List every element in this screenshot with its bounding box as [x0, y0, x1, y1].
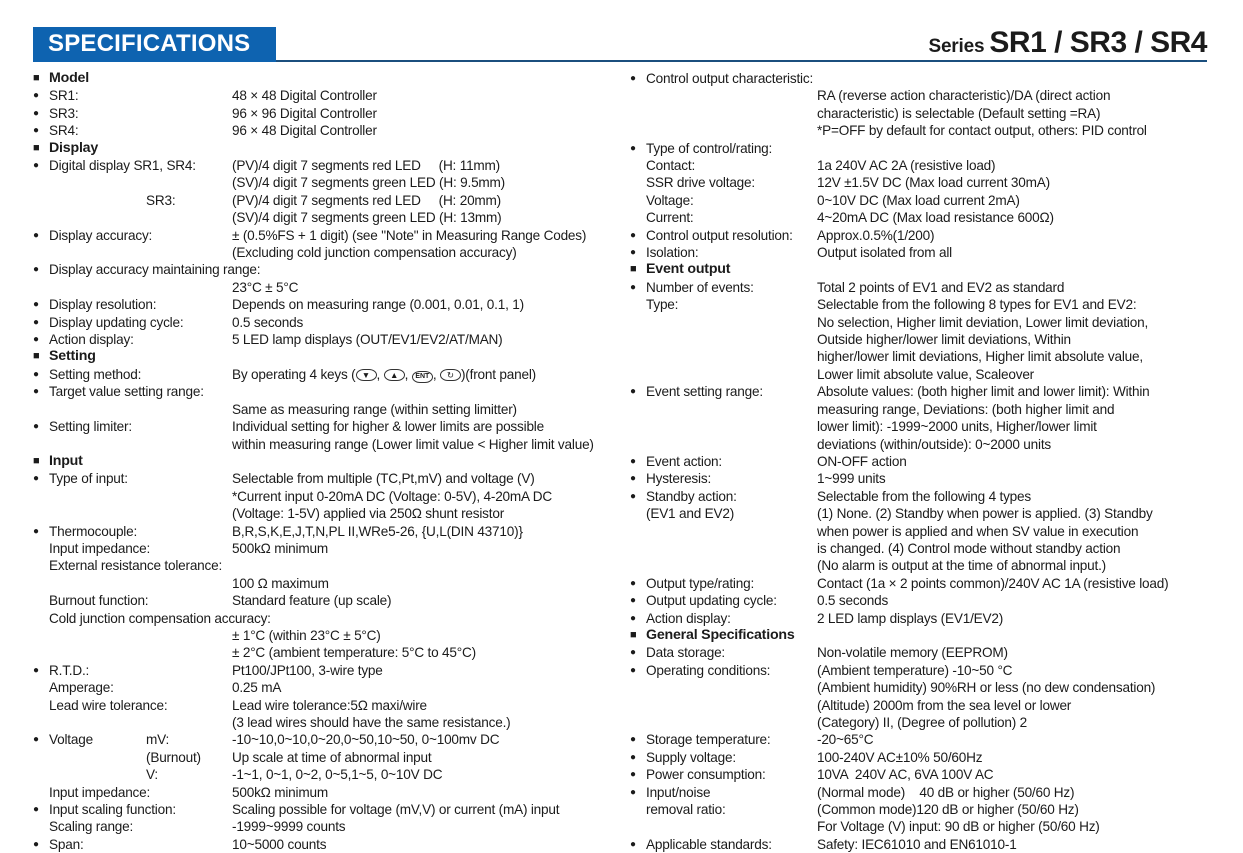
spec-label: Input/noise [646, 784, 711, 800]
spec-value: Output isolated from all [817, 245, 952, 261]
spec-value: Individual setting for higher & lower limits are possible within measuring range (Lower limit value < Higher limit value) [232, 419, 594, 452]
left-column [33, 70, 619, 853]
spec-label: Power consumption: [646, 767, 766, 783]
spec-value: 0.5 seconds [817, 593, 889, 609]
spec-row [33, 523, 619, 540]
spec-row [33, 662, 619, 679]
spec-row [33, 418, 619, 453]
spec-label: Input impedance: [49, 540, 151, 556]
item-bullet-icon: ● [33, 107, 39, 119]
spec-value: 12V ±1.5V DC (Max load current 30mA) [817, 175, 1050, 191]
spec-row [630, 70, 1243, 140]
spec-value: 96 × 48 Digital Controller [232, 123, 377, 139]
spec-value: 500kΩ minimum [232, 540, 328, 556]
spec-row [630, 209, 1243, 226]
item-bullet-icon: ● [630, 734, 636, 746]
spec-label: Applicable standards: [646, 836, 772, 852]
spec-value: (Ambient temperature) -10~50 °C (Ambient humidity) 90%RH or less (no dew condensation) (Altitude) 2000m from the sea level or lower (Category) II, (Degree of pollution) 2 [817, 662, 1156, 731]
spec-row [33, 157, 619, 192]
item-bullet-icon: ● [630, 838, 636, 850]
spec-value: 1~999 units [817, 471, 886, 487]
item-bullet-icon: ● [33, 316, 39, 328]
spec-row [630, 662, 1243, 732]
spec-label: Isolation: [646, 245, 699, 261]
spec-label: Control output resolution: [646, 227, 793, 243]
spec-value: 10VA 240V AC, 6VA 100V AC [817, 767, 994, 783]
spec-row [33, 801, 619, 818]
spec-label: Model [49, 70, 89, 86]
up-arrow-key-icon: ▲ [384, 369, 405, 381]
item-bullet-icon: ● [33, 229, 39, 241]
spec-row [630, 505, 1243, 575]
series-prefix-label: Series [928, 36, 990, 57]
spec-value: Selectable from the following 8 types for EV1 and EV2: No selection, Higher limit deviation, Lower limit deviation, Outside higher/lower limit deviations, Within higher/lower limit deviations, Higher limit absolute value, Lower limit absolute value, Scaleover [817, 297, 1149, 382]
spec-value: Selectable from multiple (TC,Pt,mV) and voltage (V) *Current input 0-20mA DC (Voltage: 0-5V), 4-20mA DC (Voltage: 1-5V) applied via 250Ω shunt resistor [232, 471, 552, 522]
spec-row [33, 784, 619, 801]
spec-value: ON-OFF action [817, 453, 907, 469]
spec-row [630, 610, 1243, 627]
spec-value: 0.5 seconds [232, 314, 304, 330]
spec-label: Output updating cycle: [646, 593, 777, 609]
spec-row [630, 836, 1243, 853]
spec-label: External resistance tolerance: [49, 558, 223, 574]
spec-value: 2 LED lamp displays (EV1/EV2) [817, 610, 1004, 626]
spec-value: Depends on measuring range (0.001, 0.01, 0.1, 1) [232, 297, 524, 313]
item-bullet-icon: ● [630, 751, 636, 763]
spec-row [630, 784, 1243, 801]
spec-row [630, 453, 1243, 470]
spec-value: 100 Ω maximum [232, 575, 329, 591]
spec-value: Safety: IEC61010 and EN61010-1 [817, 836, 1017, 852]
item-bullet-icon: ● [33, 804, 39, 815]
spec-value: Scaling possible for voltage (mV,V) or current (mA) input [232, 802, 560, 817]
spec-label: Event setting range: [646, 384, 763, 400]
item-bullet-icon: ● [33, 421, 39, 433]
item-bullet-icon: ● [33, 838, 39, 850]
specifications-banner-label: SPECIFICATIONS [48, 30, 251, 57]
item-bullet-icon: ● [33, 90, 39, 102]
page-header [33, 26, 1207, 62]
item-bullet-icon: ● [33, 525, 39, 537]
spec-label: General Specifications [646, 626, 795, 643]
spec-row [630, 383, 1243, 453]
spec-row [33, 70, 619, 87]
spec-value: 4~20mA DC (Max load resistance 600Ω) [817, 210, 1054, 226]
item-bullet-icon: ● [630, 612, 636, 624]
spec-value: (PV)/4 digit 7 segments red LED (H: 11mm) (SV)/4 digit 7 segments green LED (H: 9.5mm) [232, 158, 505, 191]
spec-row [630, 488, 1243, 505]
spec-label: Input impedance: [49, 784, 151, 800]
spec-label: Type of control/rating: [646, 140, 773, 156]
spec-label: Number of events: [646, 279, 754, 295]
spec-value: 500kΩ minimum [232, 784, 328, 800]
item-bullet-icon: ● [630, 142, 636, 154]
spec-row [630, 575, 1243, 592]
item-bullet-icon: ● [33, 299, 39, 311]
spec-label: Action display: [49, 332, 134, 348]
spec-row [630, 227, 1243, 244]
spec-label: Setting limiter: [49, 419, 132, 435]
spec-value: 23°C ± 5°C [232, 279, 299, 295]
item-bullet-icon: ● [33, 386, 39, 398]
spec-row [630, 470, 1243, 487]
spec-label: Current: [646, 210, 694, 226]
spec-row [33, 383, 619, 418]
series-title [928, 26, 1207, 60]
spec-value: Selectable from the following 4 types [817, 488, 1031, 504]
spec-label: Cold junction compensation accuracy: [49, 610, 271, 626]
spec-row [33, 557, 619, 592]
spec-value: ± (0.5%FS + 1 digit) (see "Note" in Measuring Range Codes) (Excluding cold junction compensation accuracy) [232, 227, 587, 261]
spec-value: 100-240V AC±10% 50/60Hz [817, 749, 983, 765]
spec-row [630, 261, 1243, 278]
item-bullet-icon: ● [630, 455, 636, 467]
item-bullet-icon: ● [630, 577, 636, 589]
spec-label: Display updating cycle: [49, 314, 184, 330]
spec-row [33, 818, 619, 835]
item-bullet-icon: ● [630, 247, 636, 259]
spec-row [630, 627, 1243, 644]
spec-value: RA (reverse action characteristic)/DA (direct action characteristic) is selectable (Default setting =RA) *P=OFF by default for contact output, others: PID control [817, 88, 1147, 139]
section-marker-icon: ■ [630, 628, 637, 641]
spec-label: Burnout function: [49, 593, 149, 609]
specifications-banner [33, 27, 276, 62]
item-bullet-icon: ● [33, 125, 39, 137]
item-bullet-icon: ● [630, 229, 636, 241]
spec-label: Contact: [646, 158, 696, 174]
item-bullet-icon: ● [33, 160, 39, 172]
spec-label: Lead wire tolerance: [49, 697, 168, 713]
spec-value: Pt100/JPt100, 3-wire type [232, 662, 383, 678]
spec-value: B,R,S,K,E,J,T,N,PL II,WRe5-26, {U,L(DIN 43710)} [232, 523, 523, 539]
item-bullet-icon: ● [630, 73, 636, 84]
spec-label: Display resolution: [49, 297, 157, 313]
item-bullet-icon: ● [630, 595, 636, 607]
spec-value: (Normal mode) 40 dB or higher (50/60 Hz) [817, 784, 1075, 800]
spec-value: 1a 240V AC 2A (resistive load) [817, 158, 996, 174]
item-bullet-icon: ● [33, 734, 39, 746]
spec-row [630, 244, 1243, 261]
spec-row [630, 766, 1243, 783]
spec-label: Display accuracy maintaining range: [49, 262, 261, 278]
section-marker-icon: ■ [630, 263, 637, 276]
spec-row [33, 87, 619, 104]
spec-label: Input [49, 452, 83, 469]
spec-label: Event action: [646, 453, 722, 469]
section-marker-icon: ■ [33, 454, 40, 467]
spec-value: 5 LED lamp displays (OUT/EV1/EV2/AT/MAN) [232, 332, 503, 348]
spec-value: Absolute values: (both higher limit and lower limit): Within measuring range, Deviations: (both higher limit and lower limit): -1999~2000 units, Higher/lower limit deviations (within/outside): 0~2000 units [817, 384, 1150, 452]
right-column [630, 70, 1243, 853]
spec-row [33, 470, 619, 522]
spec-value: -1~1, 0~1, 0~2, 0~5,1~5, 0~10V DC [232, 767, 443, 783]
item-bullet-icon: ● [33, 473, 39, 485]
spec-label: Output type/rating: [646, 575, 755, 591]
spec-row [33, 749, 619, 766]
spec-value: 0.25 mA [232, 680, 282, 696]
item-bullet-icon: ● [33, 264, 39, 276]
spec-label: Hysteresis: [646, 471, 712, 487]
spec-row [33, 105, 619, 122]
spec-value: Total 2 points of EV1 and EV2 as standard [817, 279, 1065, 295]
spec-row [33, 679, 619, 696]
spec-row [630, 157, 1243, 174]
item-bullet-icon: ● [33, 664, 39, 676]
spec-row [630, 592, 1243, 609]
spec-label: SR4: [49, 123, 79, 139]
item-bullet-icon: ● [33, 368, 39, 380]
spec-value: -10~10,0~10,0~20,0~50,10~50, 0~100mv DC [232, 732, 500, 748]
spec-label: Span: [49, 836, 84, 852]
ent-key-icon: ENT [412, 371, 433, 383]
spec-row [33, 366, 619, 383]
spec-row [33, 192, 619, 227]
spec-row [33, 453, 619, 470]
down-arrow-key-icon: ▼ [356, 369, 377, 381]
spec-row [33, 836, 619, 853]
spec-label: Supply voltage: [646, 749, 736, 765]
spec-label: Amperage: [49, 680, 114, 696]
spec-label: V: [146, 767, 158, 783]
spec-row [33, 296, 619, 313]
spec-label: Control output characteristic: [646, 71, 814, 86]
spec-row [33, 348, 619, 365]
spec-label: Target value setting range: [49, 384, 204, 400]
item-bullet-icon: ● [630, 473, 636, 485]
spec-value: (PV)/4 digit 7 segments red LED (H: 20mm) (SV)/4 digit 7 segments green LED (H: 13mm) [232, 192, 502, 226]
spec-value: Same as measuring range (within setting limitter) [232, 401, 517, 417]
spec-columns [33, 70, 1243, 853]
spec-value: ± 1°C (within 23°C ± 5°C) ± 2°C (ambient temperature: 5°C to 45°C) [232, 627, 476, 661]
spec-label: Standby action: [646, 488, 737, 504]
spec-value: Contact (1a × 2 points common)/240V AC 1A (resistive load) [817, 575, 1169, 591]
item-bullet-icon: ● [630, 664, 636, 676]
spec-row [33, 140, 619, 157]
item-bullet-icon: ● [630, 281, 636, 293]
spec-row [33, 331, 619, 348]
spec-label: Type: [646, 297, 679, 313]
spec-row [630, 731, 1243, 748]
spec-label: R.T.D.: [49, 662, 90, 678]
section-marker-icon: ■ [33, 350, 40, 363]
spec-label: Digital display SR1, SR4: [49, 158, 196, 174]
item-bullet-icon: ● [630, 386, 636, 398]
spec-row [33, 766, 619, 783]
spec-label: Voltage mV: [49, 732, 170, 748]
spec-label: Data storage: [646, 645, 726, 661]
spec-value: -1999~9999 counts [232, 819, 346, 835]
spec-label: Type of input: [49, 471, 128, 487]
spec-value: (1) None. (2) Standby when power is applied. (3) Standby when power is applied and when SV value in execution is changed. (4) Control mode without standby action (No alarm is output at the time of abnormal input.) [817, 506, 1153, 574]
spec-label: SSR drive voltage: [646, 175, 755, 191]
spec-label: SR3: [146, 192, 176, 208]
spec-value: Approx.0.5%(1/200) [817, 227, 935, 243]
spec-row [33, 122, 619, 139]
spec-value: -20~65°C [817, 732, 874, 748]
spec-label: (EV1 and EV2) [646, 506, 735, 522]
spec-label: SR1: [49, 88, 79, 104]
spec-label: Input scaling function: [49, 802, 176, 817]
spec-label: Operating conditions: [646, 662, 771, 678]
spec-value: By operating 4 keys ( ▼ , ▲ , ENT , ↻ )(front panel) [232, 366, 536, 382]
spec-value: 48 × 48 Digital Controller [232, 88, 377, 104]
spec-row [630, 140, 1243, 157]
spec-label: Action display: [646, 610, 731, 626]
spec-row [630, 192, 1243, 209]
item-bullet-icon: ● [630, 647, 636, 659]
spec-label: Setting [49, 348, 96, 365]
spec-value: Lead wire tolerance:5Ω maxi/wire (3 lead wires should have the same resistance.) [232, 697, 511, 730]
spec-label: Thermocouple: [49, 523, 138, 539]
spec-label: (Burnout) [146, 749, 201, 765]
item-bullet-icon: ● [630, 769, 636, 781]
spec-row [630, 801, 1243, 836]
spec-value: Non-volatile memory (EEPROM) [817, 645, 1008, 661]
spec-row [630, 279, 1243, 296]
spec-label: Display [49, 139, 99, 156]
spec-row [630, 749, 1243, 766]
spec-row [33, 731, 619, 748]
display-mode-key-icon: ↻ [440, 369, 461, 381]
spec-row [630, 296, 1243, 383]
spec-row [33, 610, 619, 662]
item-bullet-icon: ● [630, 786, 636, 798]
item-bullet-icon: ● [33, 334, 39, 346]
spec-label: Setting method: [49, 366, 142, 382]
spec-label: SR3: [49, 105, 79, 121]
spec-value: (Common mode)120 dB or higher (50/60 Hz) For Voltage (V) input: 90 dB or higher (50/60 Hz) [817, 802, 1100, 835]
spec-value: 10~5000 counts [232, 836, 327, 852]
spec-value: Standard feature (up scale) [232, 593, 392, 609]
spec-label: Storage temperature: [646, 732, 771, 748]
item-bullet-icon: ● [630, 490, 636, 502]
spec-row [33, 540, 619, 557]
spec-label: Display accuracy: [49, 227, 153, 243]
spec-value: Up scale at time of abnormal input [232, 749, 432, 765]
series-name-label: SR1 / SR3 / SR4 [989, 26, 1207, 59]
spec-label: Voltage: [646, 192, 694, 208]
spec-row [33, 227, 619, 262]
section-marker-icon: ■ [33, 141, 40, 154]
spec-row [630, 644, 1243, 661]
spec-label: Event output [646, 261, 731, 278]
section-marker-icon: ■ [33, 72, 40, 84]
spec-row [33, 592, 619, 609]
spec-label: removal ratio: [646, 802, 726, 818]
spec-row [630, 174, 1243, 191]
spec-label: Scaling range: [49, 819, 134, 835]
spec-row [33, 697, 619, 732]
spec-value: 96 × 96 Digital Controller [232, 105, 377, 121]
spec-row [33, 261, 619, 296]
spec-value: 0~10V DC (Max load current 2mA) [817, 192, 1020, 208]
spec-row [33, 314, 619, 331]
